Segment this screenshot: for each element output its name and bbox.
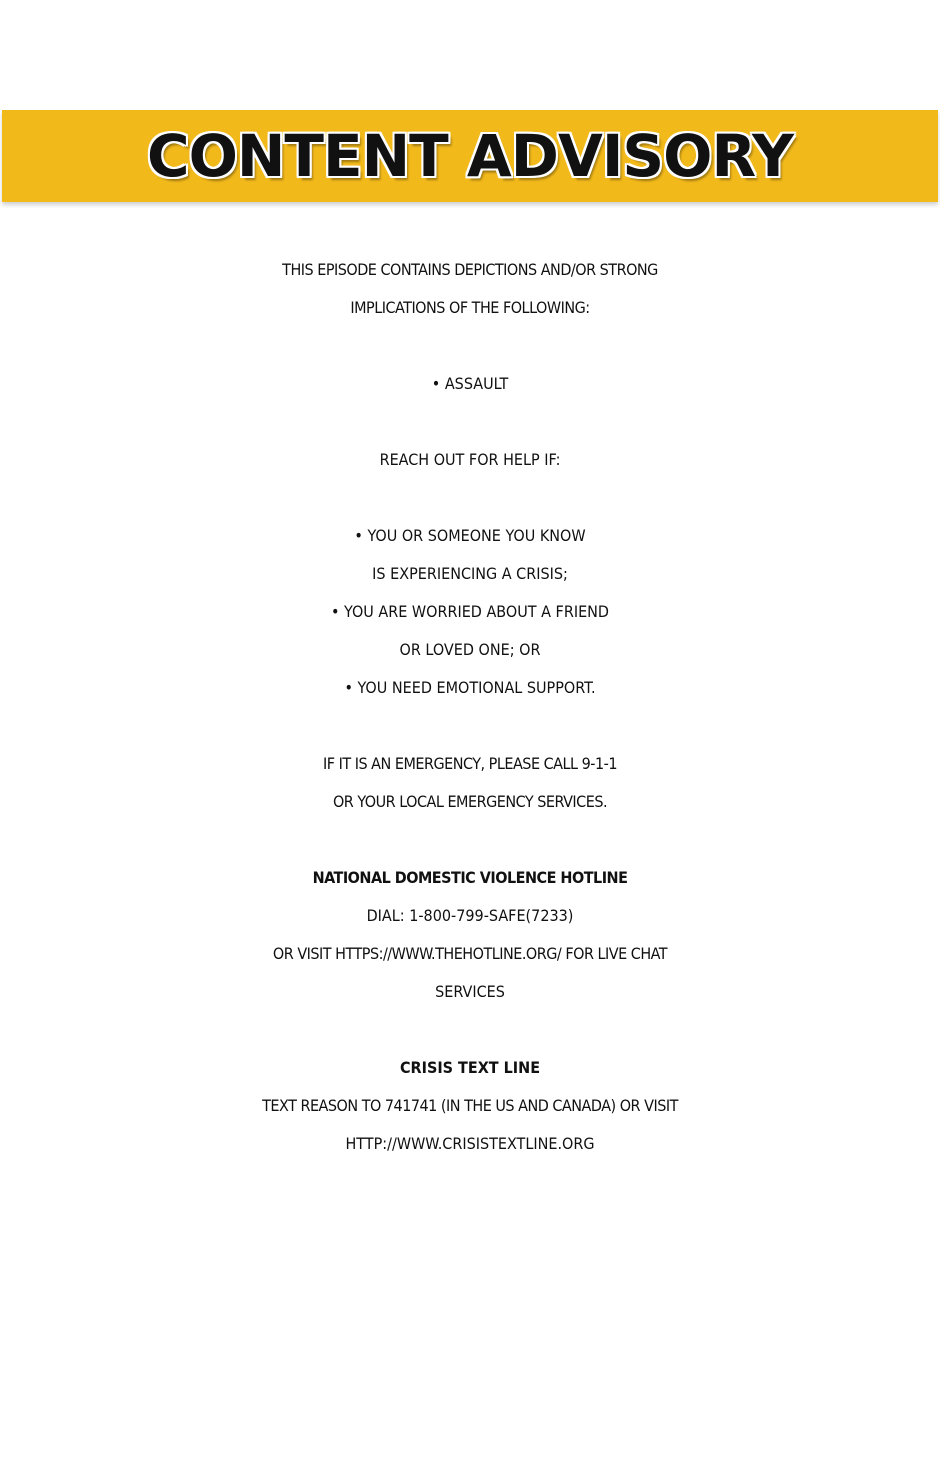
hotline-link-line: SERVICES	[435, 982, 505, 1001]
textline-instruction: TEXT REASON TO 741741 (IN THE US AND CANADA) OR VISIT	[262, 1096, 678, 1115]
hotline-link-line: OR VISIT HTTPS://WWW.THEHOTLINE.ORG/ FOR LIVE CHAT	[272, 944, 668, 963]
hotline-name: NATIONAL DOMESTIC VIOLENCE HOTLINE	[312, 868, 628, 887]
banner-title: CONTENT ADVISORY	[147, 122, 793, 190]
hotline-phone: DIAL: 1-800-799-SAFE(7233)	[366, 906, 574, 925]
help-condition: IS EXPERIENCING A CRISIS;	[372, 564, 568, 583]
help-condition: • YOU ARE WORRIED ABOUT A FRIEND	[330, 602, 610, 621]
help-condition: OR LOVED ONE; OR	[399, 640, 541, 659]
help-condition: • YOU NEED EMOTIONAL SUPPORT.	[344, 678, 596, 697]
intro-line: THIS EPISODE CONTAINS DEPICTIONS AND/OR STRONG	[282, 260, 658, 279]
help-condition: • YOU OR SOMEONE YOU KNOW	[354, 526, 586, 545]
textline-name: CRISIS TEXT LINE	[399, 1058, 541, 1077]
advisory-content	[0, 251, 940, 1163]
advisory-banner	[2, 110, 938, 202]
help-heading: REACH OUT FOR HELP IF:	[379, 450, 561, 469]
topic-item: • ASSAULT	[431, 374, 509, 393]
textline-link: HTTP://WWW.CRISISTEXTLINE.ORG	[345, 1134, 595, 1153]
emergency-line: IF IT IS AN EMERGENCY, PLEASE CALL 9-1-1	[323, 754, 617, 773]
emergency-line: OR YOUR LOCAL EMERGENCY SERVICES.	[332, 792, 608, 811]
intro-line: IMPLICATIONS OF THE FOLLOWING:	[350, 298, 590, 317]
